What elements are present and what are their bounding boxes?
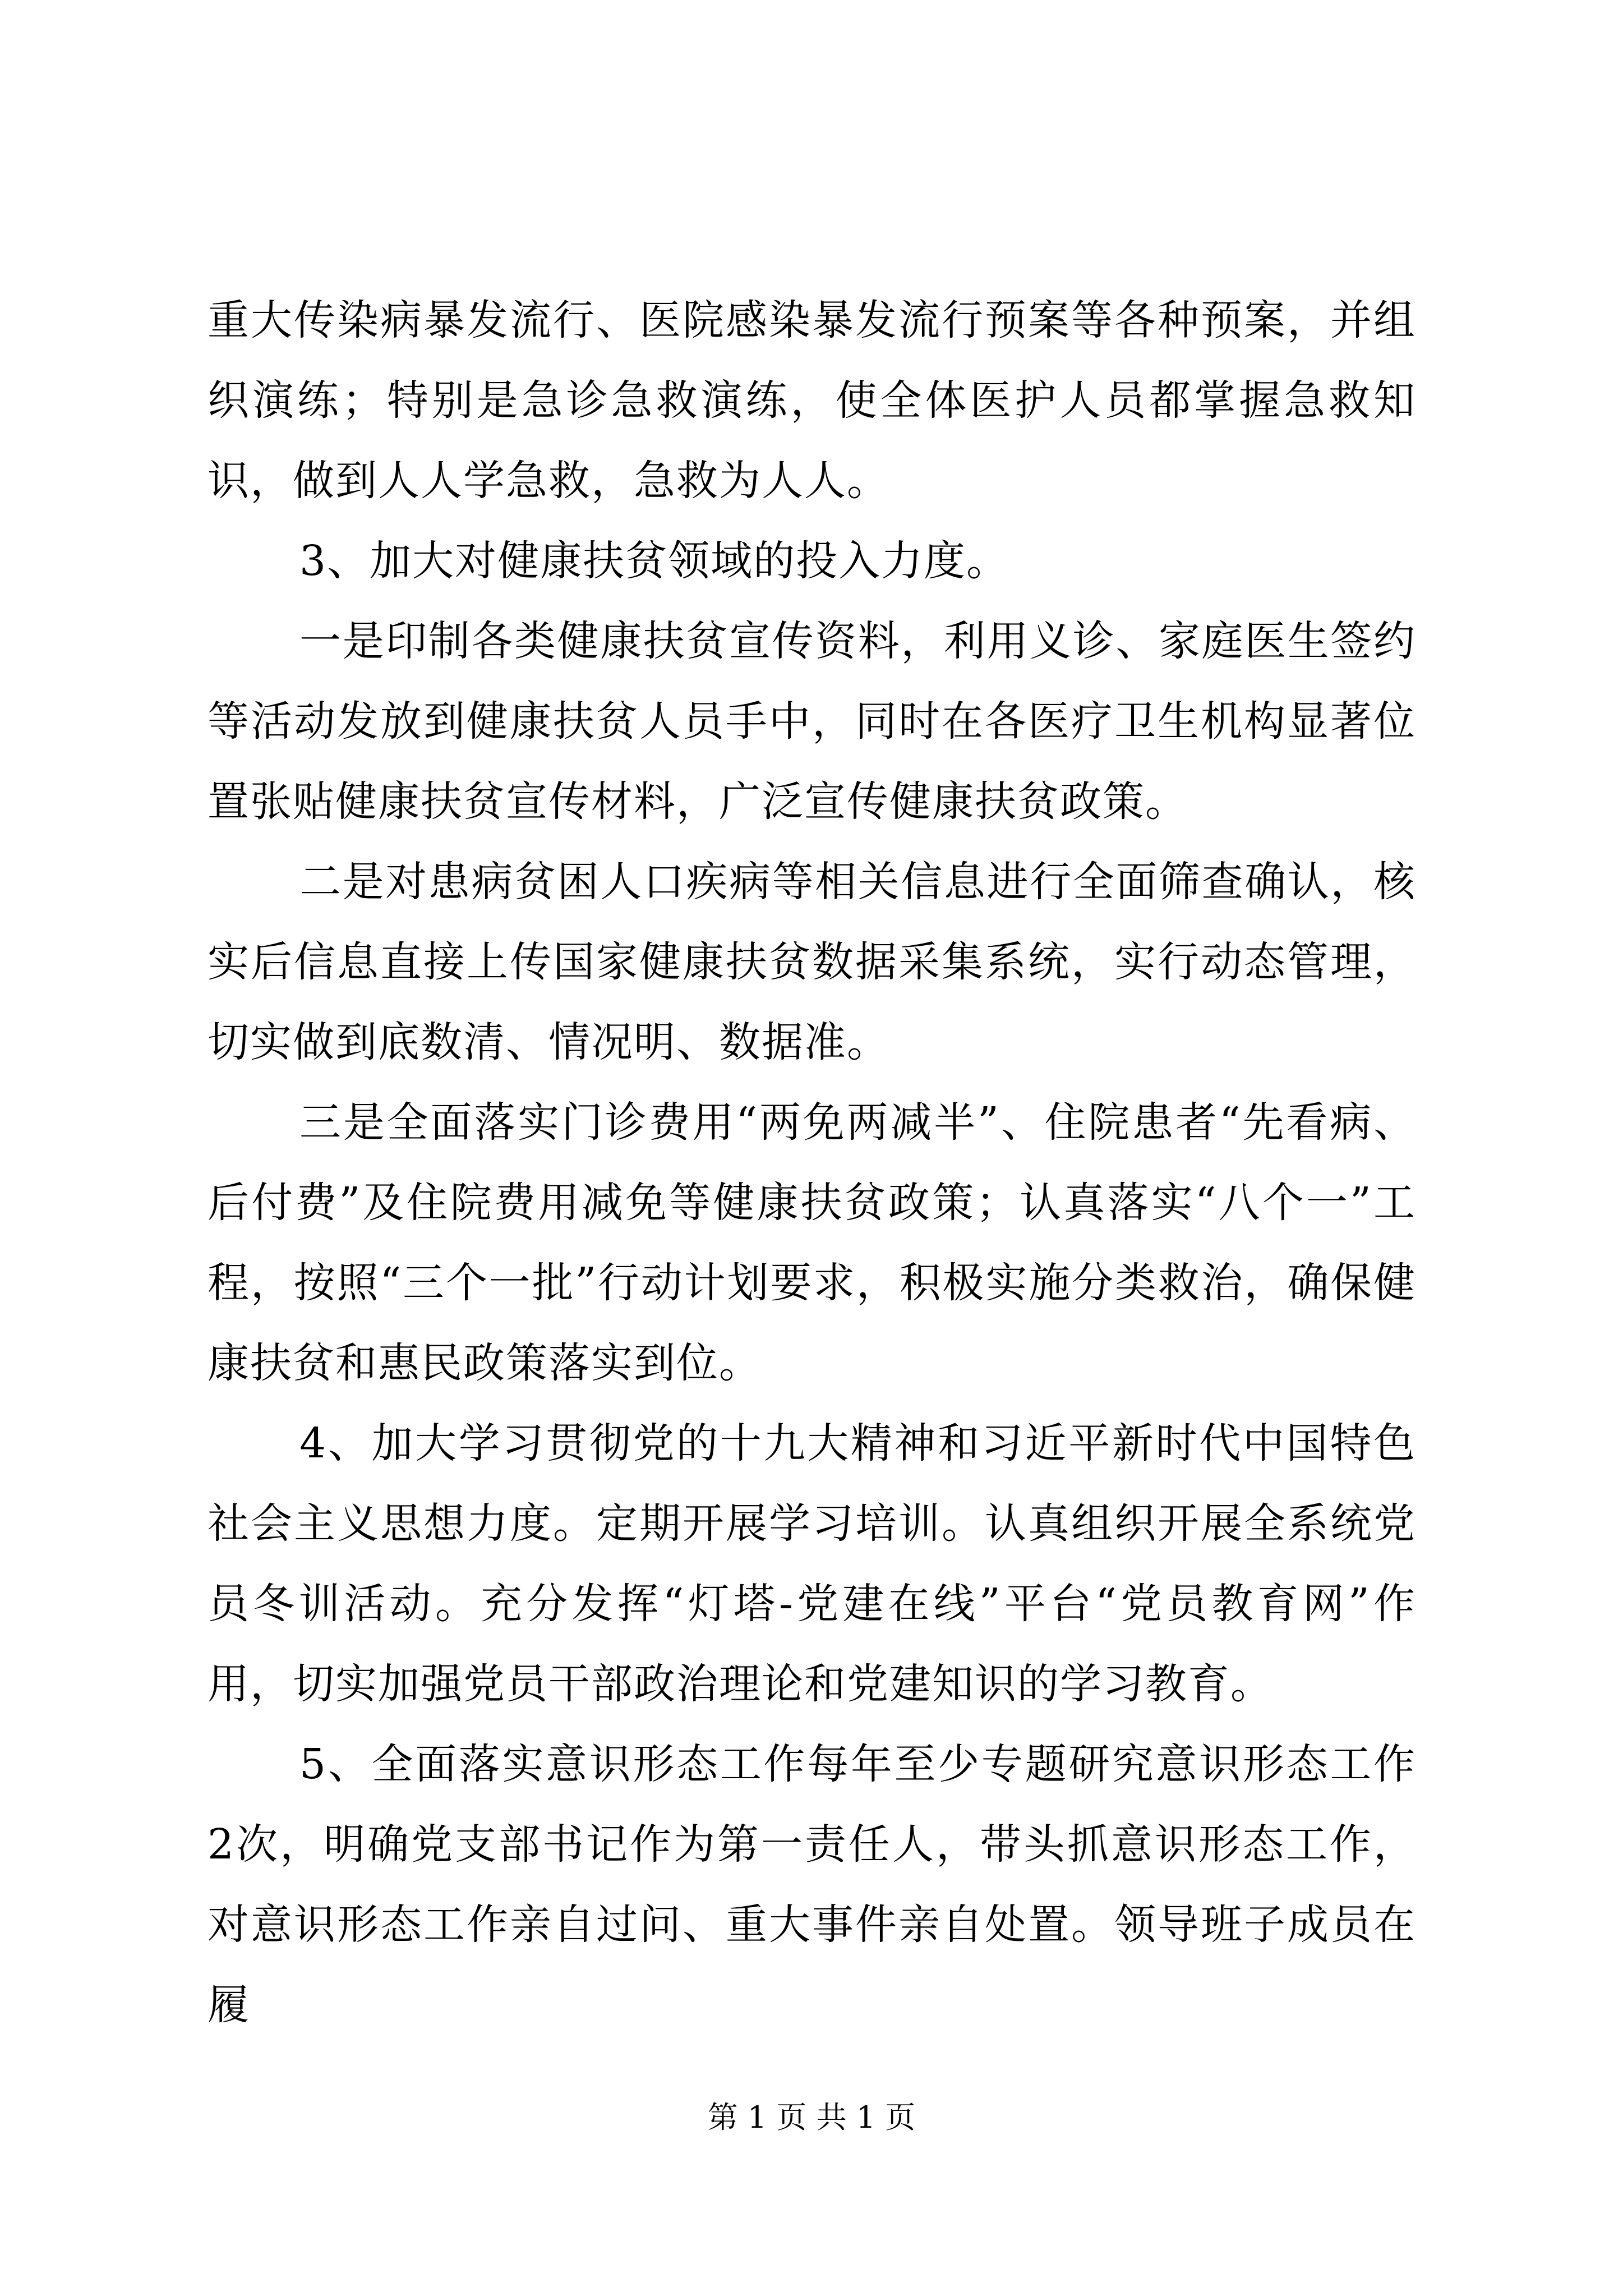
paragraph-2: 3、加大对健康扶贫领域的投入力度。: [299, 537, 1009, 585]
paragraph-4: 二是对患病贫困人口疾病等相关信息进行全面筛查确认，核实后信息直接上传国家健康扶贫数据采集系统，实行动态管理，切实做到底数清、情况明、数据准。: [208, 858, 1416, 1066]
document-body: [208, 280, 1416, 2045]
paragraph-1: 重大传染病暴发流行、医院感染暴发流行预案等各种预案，并组织演练；特别是急诊急救演练，使全体医护人员都掌握急救知识，做到人人学急救，急救为人人。: [208, 296, 1416, 505]
paragraph-3: 一是印制各类健康扶贫宣传资料，利用义诊、家庭医生签约等活动发放到健康扶贫人员手中，同时在各医疗卫生机构显著位置张贴健康扶贫宣传材料，广泛宣传健康扶贫政策。: [208, 617, 1416, 826]
paragraph-7: 5、全面落实意识形态工作每年至少专题研究意识形态工作2次，明确党支部书记作为第一责任人，带头抓意识形态工作，对意识形态工作亲自过问、重大事件亲自处置。领导班子成员在履: [208, 1740, 1416, 2029]
page-footer: 第 1 页 共 1 页: [707, 2100, 916, 2135]
paragraph-5: 三是全面落实门诊费用“两免两减半”、住院患者“先看病、后付费”及住院费用减免等健康扶贫政策；认真落实“八个一”工程，按照“三个一批”行动计划要求，积极实施分类救治，确保健康扶贫和惠民政策落实到位。: [208, 1098, 1416, 1387]
paragraph-6: 4、加大学习贯彻党的十九大精神和习近平新时代中国特色社会主义思想力度。定期开展学习培训。认真组织开展全系统党员冬训活动。充分发挥“灯塔-党建在线”平台“党员教育网”作用，切实加强党员干部政治理论和党建知识的学习教育。: [208, 1419, 1416, 1708]
